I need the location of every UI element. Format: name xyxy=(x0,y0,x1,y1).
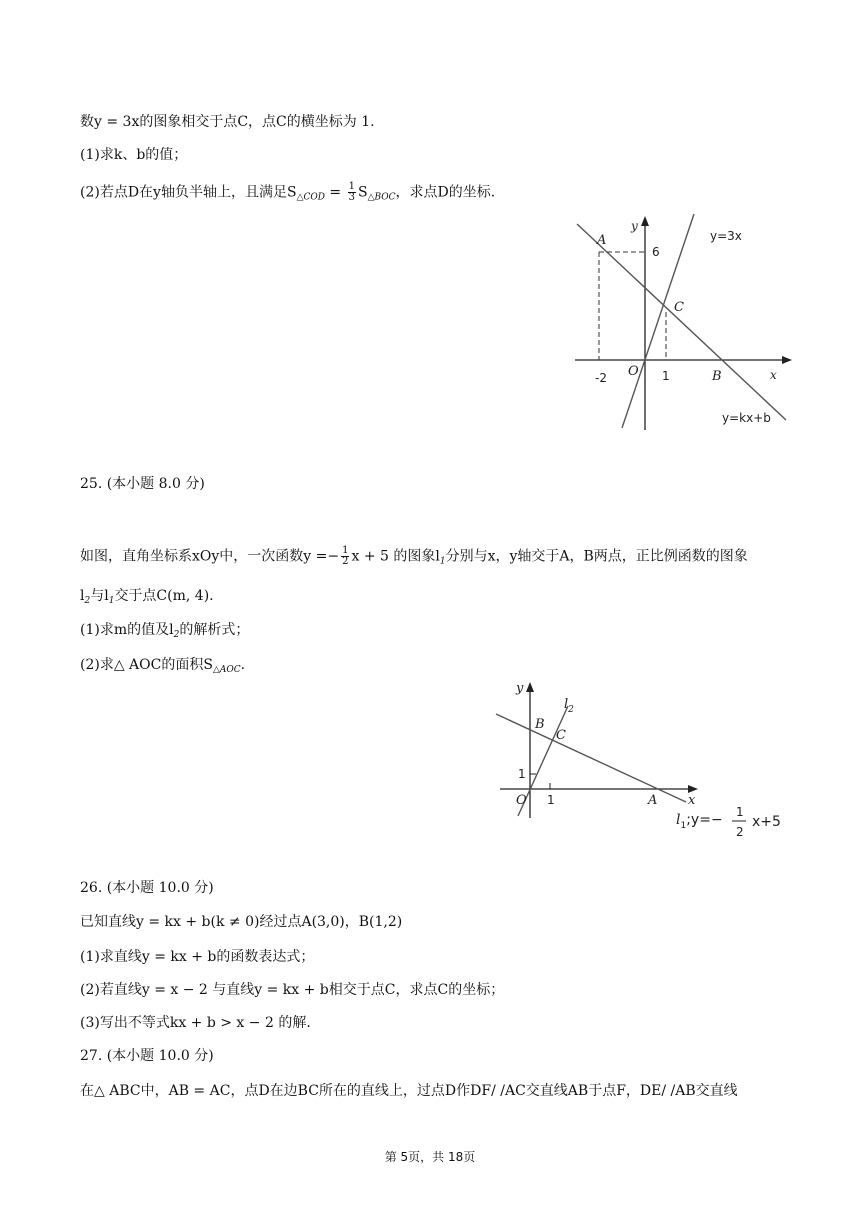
q26-part2: (2)若直线y = x − 2 与直线y = kx + b相交于点C，求点C的坐标； xyxy=(80,982,505,998)
q24-label-b: B xyxy=(712,369,722,384)
page-footer: 第 5页，共 18页 xyxy=(384,1150,476,1164)
q25-text-a: 如图，直角坐标系xOy中，一次函数y =− xyxy=(80,548,340,565)
q24-part2: (2)若点D在y轴负半轴上，且满足$S_{\triangle COD}$ = $\frac{1}{3}$ $S_{\triangle BOC}$，求点D的坐标. xyxy=(80,181,496,203)
q26-line1: 已知直线y = kx + b(k ≠ 0)经过点A(3,0)，B(1,2) xyxy=(80,914,403,930)
q25-part2 xyxy=(80,655,245,680)
q25-line1 xyxy=(80,546,748,572)
q25-line2-sub2: 1 xyxy=(108,596,115,606)
q25-line2 xyxy=(80,586,214,611)
q25-x-arrow xyxy=(688,785,698,793)
q24-label-1: 1 xyxy=(662,369,670,383)
q25-part1-b: 的解析式； xyxy=(179,622,250,638)
q25-label-c: C xyxy=(556,728,566,743)
q24-label-y: y xyxy=(631,219,638,233)
q24-part2-text-c: ，求点D的坐标. xyxy=(395,184,496,201)
q24-figure xyxy=(570,212,800,437)
q24-label-a: A xyxy=(597,233,607,248)
q25-line2-b: 与l xyxy=(90,588,109,604)
q26-part3: (3)写出不等式kx + b > x − 2 的解. xyxy=(80,1015,311,1031)
q25-fraction xyxy=(341,546,349,567)
q25-label-b: B xyxy=(535,717,545,732)
q25-label-o: O xyxy=(516,793,527,808)
q25-label-l2-main: l xyxy=(564,697,569,712)
q25-label-l2-sub: 2 xyxy=(568,705,574,715)
q24-x-arrow xyxy=(782,356,792,364)
q24-part2-sub-boc: △BOC xyxy=(367,192,396,203)
q25-part2-b: . xyxy=(240,657,246,673)
q25-label-1-x: 1 xyxy=(547,793,555,807)
q25-figure xyxy=(490,676,800,846)
q24-line-ykxb xyxy=(577,224,786,420)
q25-part1-sub: 2 xyxy=(173,630,180,640)
q25-line2-sub1: 2 xyxy=(84,596,91,606)
q25-line2-c: 交于点C(m, 4). xyxy=(114,588,214,604)
q25-eq-den: 2 xyxy=(736,825,744,839)
q24-label-neg2: -2 xyxy=(595,371,607,385)
q24-y-arrow xyxy=(641,216,649,226)
q24-label-y3x: y=3x xyxy=(710,229,742,243)
q26-heading: 26. (本小题 10.0 分) xyxy=(80,880,214,896)
q24-part2-sub-cod: △COD xyxy=(296,192,325,203)
q25-eq-sub: 1 xyxy=(680,821,687,831)
q24-label-ykxb: y=kx+b xyxy=(722,411,771,425)
q24-frac-den: 3 xyxy=(348,192,355,203)
q25-label-1-y: 1 xyxy=(518,767,526,781)
q26-part1: (1)求直线y = kx + b的函数表达式； xyxy=(80,949,315,965)
q25-label-y: y xyxy=(516,681,524,696)
q24-part2-text-b: S xyxy=(357,184,368,201)
q25-heading: 25. (本小题 8.0 分) xyxy=(80,476,205,492)
q25-frac-den: 2 xyxy=(342,556,349,567)
q25-part1-a: (1)求m的值及l xyxy=(80,622,174,638)
q25-text-b-sub: 1 xyxy=(439,556,446,567)
q25-frac-num: 1 xyxy=(342,545,349,556)
q24-label-x: x xyxy=(770,368,777,382)
q25-eq-l: l xyxy=(676,812,681,828)
q25-eq-num: 1 xyxy=(736,805,744,819)
q25-label-a: A xyxy=(648,793,658,808)
q25-eq-b: ;y=− xyxy=(686,812,723,828)
q25-line2-a: l xyxy=(80,588,85,604)
q25-part2-sub: △AOC xyxy=(212,665,241,675)
q25-y-arrow xyxy=(526,682,534,692)
q24-line1: 数y = 3x的图象相交于点C，点C的横坐标为 1. xyxy=(80,114,375,130)
q25-text-c: 分别与x，y轴交于A，B两点，正比例函数的图象 xyxy=(445,548,748,565)
q24-part1: (1)求k、b的值； xyxy=(80,147,188,163)
q25-part2-a: (2)求△ AOC的面积S xyxy=(80,657,213,673)
q24-label-o: O xyxy=(628,364,639,379)
q24-part2-fraction xyxy=(348,182,356,203)
q27-heading: 27. (本小题 10.0 分) xyxy=(80,1048,214,1064)
q25-part1 xyxy=(80,620,249,645)
q25-eq-c: x+5 xyxy=(752,814,781,830)
q27-line1: 在△ ABC中，AB = AC，点D在边BC所在的直线上，过点D作DF/ /AC交直线AB于点F，DE/ /AB交直线 xyxy=(80,1083,738,1099)
q24-label-6: 6 xyxy=(652,245,660,259)
q24-label-c: C xyxy=(674,300,684,315)
q25-label-x: x xyxy=(688,793,696,808)
q24-frac-num: 1 xyxy=(348,181,355,192)
q25-text-b: x + 5 的图象l xyxy=(351,548,440,565)
q25-label-eq xyxy=(676,812,723,831)
q24-part2-text-a: (2)若点D在y轴负半轴上，且满足S xyxy=(80,184,297,201)
